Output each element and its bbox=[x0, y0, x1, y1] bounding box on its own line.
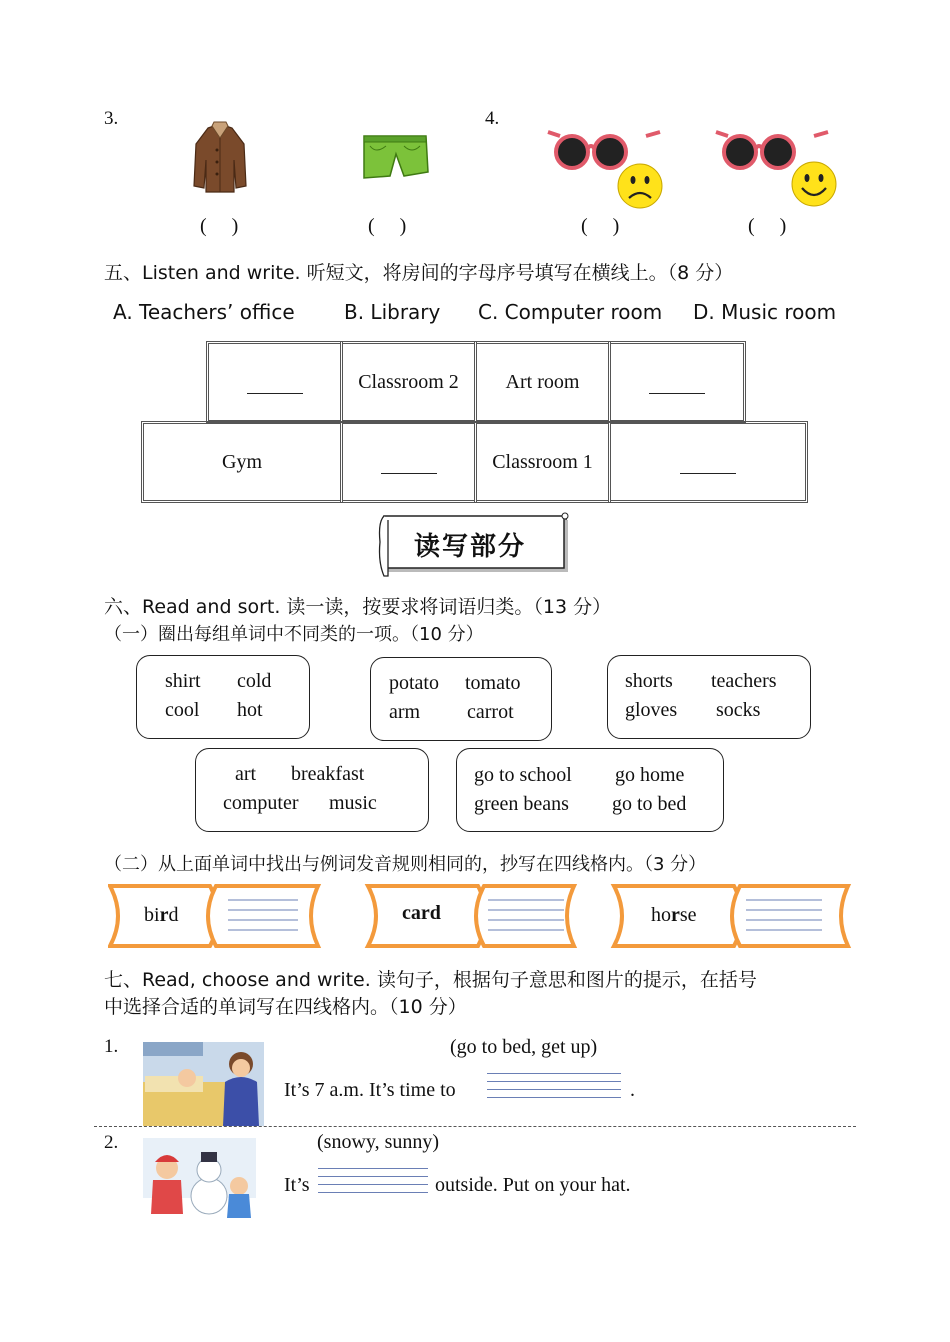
item-1-number: 1. bbox=[104, 1036, 119, 1057]
phonics-example-3 bbox=[651, 904, 697, 927]
wake-up-image bbox=[143, 1042, 264, 1126]
example-bold: r bbox=[671, 904, 680, 926]
item-2-choices: (snowy, sunny) bbox=[317, 1131, 440, 1153]
item-1-sentence-before: It’s 7 a.m. It’s time to bbox=[284, 1079, 456, 1101]
item-2-sentence-before: It’s bbox=[284, 1174, 310, 1196]
example-post: d bbox=[168, 904, 179, 926]
room-cell-r1c3 bbox=[474, 341, 611, 423]
coat-image bbox=[190, 120, 250, 194]
room-cell-r2c4[interactable] bbox=[608, 421, 808, 503]
word[interactable]: shirt bbox=[165, 670, 201, 692]
room-cell-r2c2[interactable] bbox=[340, 421, 477, 503]
word[interactable]: tomato bbox=[465, 672, 521, 694]
word-group-1 bbox=[136, 655, 310, 739]
answer-paren-1[interactable]: ( ) bbox=[200, 215, 239, 237]
option-b: B. Library bbox=[344, 300, 441, 324]
word[interactable]: green beans bbox=[474, 793, 569, 815]
word[interactable]: hot bbox=[237, 699, 263, 721]
example-bold: r bbox=[420, 902, 430, 924]
word[interactable]: gloves bbox=[625, 699, 678, 721]
example-post: se bbox=[679, 904, 697, 926]
blank-line[interactable] bbox=[680, 451, 736, 474]
reading-writing-banner bbox=[378, 512, 570, 578]
snowman-image bbox=[143, 1138, 256, 1220]
item-1-choices: (go to bed, get up) bbox=[450, 1036, 598, 1058]
item-1-sentence-after: . bbox=[630, 1079, 635, 1101]
room-cell-r1c1[interactable] bbox=[206, 341, 343, 423]
phonics-example-2 bbox=[402, 902, 441, 925]
word[interactable]: computer bbox=[223, 792, 299, 814]
example-pre: bi bbox=[144, 904, 160, 926]
item-1-answer-lines[interactable] bbox=[487, 1073, 621, 1105]
word-group-3 bbox=[607, 655, 811, 739]
room-cell-r1c4[interactable] bbox=[608, 341, 746, 423]
word[interactable]: music bbox=[329, 792, 377, 814]
item-2-number: 2. bbox=[104, 1132, 119, 1153]
option-a: A. Teachers’ office bbox=[113, 300, 295, 324]
blank-line[interactable] bbox=[649, 371, 705, 394]
phonics-scrolls bbox=[108, 882, 853, 952]
example-pre: ho bbox=[651, 904, 671, 926]
word-group-5 bbox=[456, 748, 724, 832]
word[interactable]: art bbox=[235, 763, 257, 785]
answer-paren-2[interactable]: ( ) bbox=[368, 215, 407, 237]
room-cell-r1c2 bbox=[340, 341, 477, 423]
phonics-example-1 bbox=[144, 904, 178, 927]
sunglasses-smiley-face-image bbox=[714, 124, 844, 214]
example-post: d bbox=[429, 902, 441, 924]
section-5-heading: 五、Listen and write. 听短文，将房间的字母序号填写在横线上。（8 分） bbox=[104, 262, 734, 284]
word-group-4 bbox=[195, 748, 429, 832]
sunglasses-sad-face-image bbox=[546, 124, 666, 214]
word[interactable]: shorts bbox=[625, 670, 673, 692]
word[interactable]: socks bbox=[716, 699, 761, 721]
word[interactable]: teachers bbox=[711, 670, 777, 692]
option-c: C. Computer room bbox=[478, 300, 663, 324]
word[interactable]: go home bbox=[615, 764, 685, 786]
room-cell-r2c3 bbox=[474, 421, 611, 503]
room-label: Gym bbox=[222, 450, 262, 473]
example-pre: ca bbox=[402, 902, 421, 924]
section-6-part1: （一）圈出每组单词中不同类的一项。（10 分） bbox=[104, 624, 484, 645]
blank-line[interactable] bbox=[247, 371, 303, 394]
word[interactable]: go to bed bbox=[612, 793, 687, 815]
divider bbox=[94, 1126, 856, 1127]
section-7-heading-line2: 中选择合适的单词写在四线格内。（10 分） bbox=[104, 996, 467, 1018]
option-d: D. Music room bbox=[693, 300, 837, 324]
example-bold: r bbox=[159, 904, 169, 926]
room-label: Classroom 1 bbox=[492, 450, 593, 473]
answer-paren-4[interactable]: ( ) bbox=[748, 215, 787, 237]
section-6-part2: （二）从上面单词中找出与例词发音规则相同的，抄写在四线格内。（3 分） bbox=[104, 854, 707, 875]
word[interactable]: cold bbox=[237, 670, 272, 692]
word[interactable]: go to school bbox=[474, 764, 572, 786]
section-7-heading-line1: 七、Read, choose and write. 读句子，根据句子意思和图片的提示，在括号 bbox=[104, 969, 757, 991]
word[interactable]: potato bbox=[389, 672, 439, 694]
banner-text: 读写部分 bbox=[414, 532, 527, 562]
word-group-2 bbox=[370, 657, 552, 741]
word[interactable]: carrot bbox=[467, 701, 514, 723]
word[interactable]: breakfast bbox=[291, 763, 365, 785]
shorts-image bbox=[360, 132, 430, 184]
question-4-number: 4. bbox=[485, 108, 500, 129]
item-2-answer-lines[interactable] bbox=[318, 1168, 428, 1200]
answer-paren-3[interactable]: ( ) bbox=[581, 215, 620, 237]
section-6-heading: 六、Read and sort. 读一读，按要求将词语归类。（13 分） bbox=[104, 596, 612, 618]
room-label: Classroom 2 bbox=[358, 370, 459, 393]
room-cell-r2c1 bbox=[141, 421, 343, 503]
word[interactable]: cool bbox=[165, 699, 200, 721]
item-2-sentence-after: outside. Put on your hat. bbox=[435, 1174, 631, 1196]
question-3-number: 3. bbox=[104, 108, 119, 129]
word[interactable]: arm bbox=[389, 701, 421, 723]
blank-line[interactable] bbox=[381, 451, 437, 474]
room-label: Art room bbox=[505, 370, 580, 393]
